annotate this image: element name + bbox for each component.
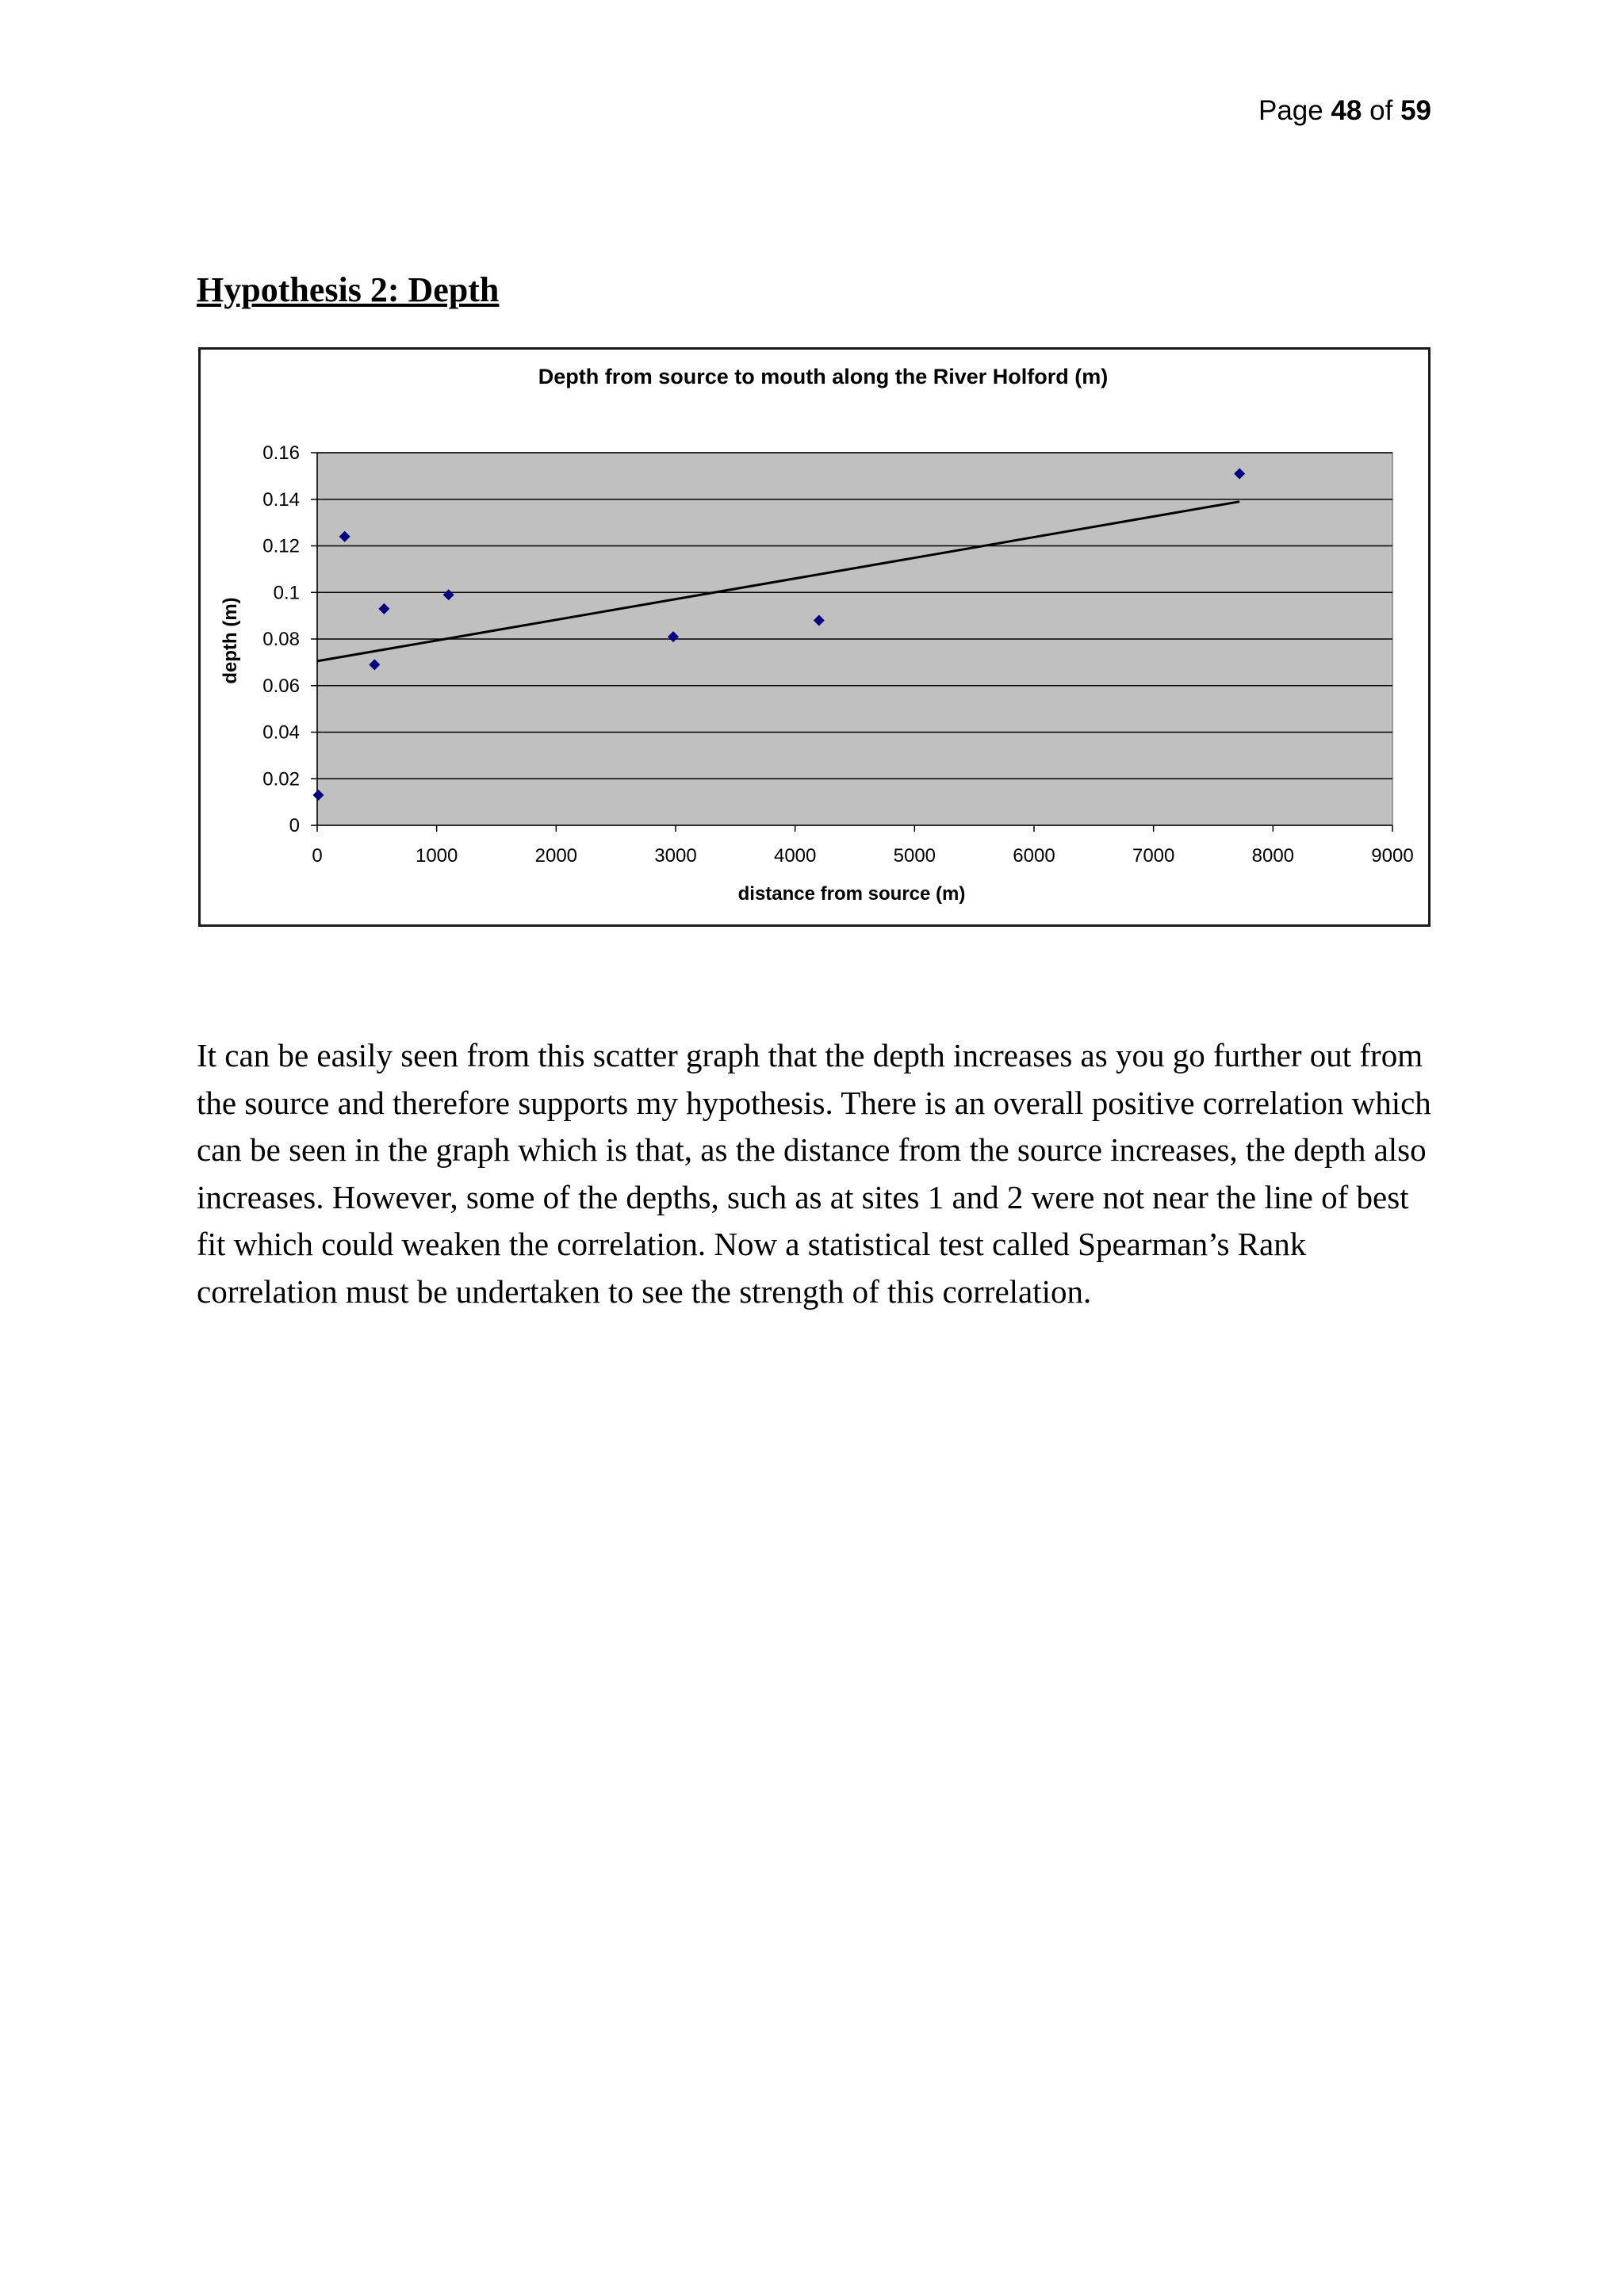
- x-tick-label: 8000: [1251, 845, 1295, 867]
- y-tick-label: 0.04: [262, 721, 300, 744]
- chart-frame: [198, 347, 1431, 927]
- x-tick-label: 1000: [415, 845, 458, 867]
- y-axis-ticks: [262, 442, 317, 836]
- x-axis-label: distance from source (m): [737, 883, 966, 905]
- y-axis-label: depth (m): [220, 597, 241, 684]
- page-separator: of: [1369, 95, 1393, 126]
- chart-title: Depth from source to mouth along the River Holford (m): [538, 365, 1109, 388]
- section-heading: Hypothesis 2: Depth: [197, 270, 500, 309]
- x-tick-label: 9000: [1371, 845, 1414, 867]
- scatter-chart: [201, 350, 1428, 924]
- y-tick-label: 0: [289, 815, 300, 836]
- x-tick-label: 2000: [534, 845, 578, 867]
- x-tick-label: 5000: [893, 845, 936, 867]
- x-tick-label: 0: [312, 845, 323, 867]
- y-tick-label: 0.12: [262, 535, 300, 557]
- body-paragraph: It can be easily seen from this scatter graph that the depth increases as you go further out from the source and therefore supports my hypothesis. There is an overall positive correlation which can be seen in the graph which is that, as the distance from the source increases, the depth also increases. However, some of the depths, such as at sites 1 and 2 were not near the line of best fit which could weaken the correlation. Now a statistical test called Spearman’s Rank correlation must be undertaken to see the strength of this correlation.: [197, 1037, 1431, 1310]
- y-tick-label: 0.14: [262, 488, 300, 511]
- y-tick-label: 0.08: [262, 629, 300, 650]
- y-tick-label: 0.1: [273, 582, 300, 604]
- page-current: 48: [1331, 95, 1362, 126]
- y-tick-label: 0.16: [262, 442, 300, 464]
- x-tick-label: 3000: [654, 845, 697, 867]
- x-tick-label: 7000: [1132, 845, 1175, 867]
- page-total: 59: [1400, 95, 1431, 126]
- x-tick-label: 6000: [1013, 845, 1055, 867]
- page-number: [1258, 95, 1431, 127]
- y-tick-label: 0.06: [262, 675, 300, 697]
- y-tick-label: 0.02: [262, 768, 300, 790]
- page-label: Page: [1258, 95, 1323, 126]
- x-tick-label: 4000: [773, 845, 817, 867]
- x-axis-ticks: [312, 825, 1413, 867]
